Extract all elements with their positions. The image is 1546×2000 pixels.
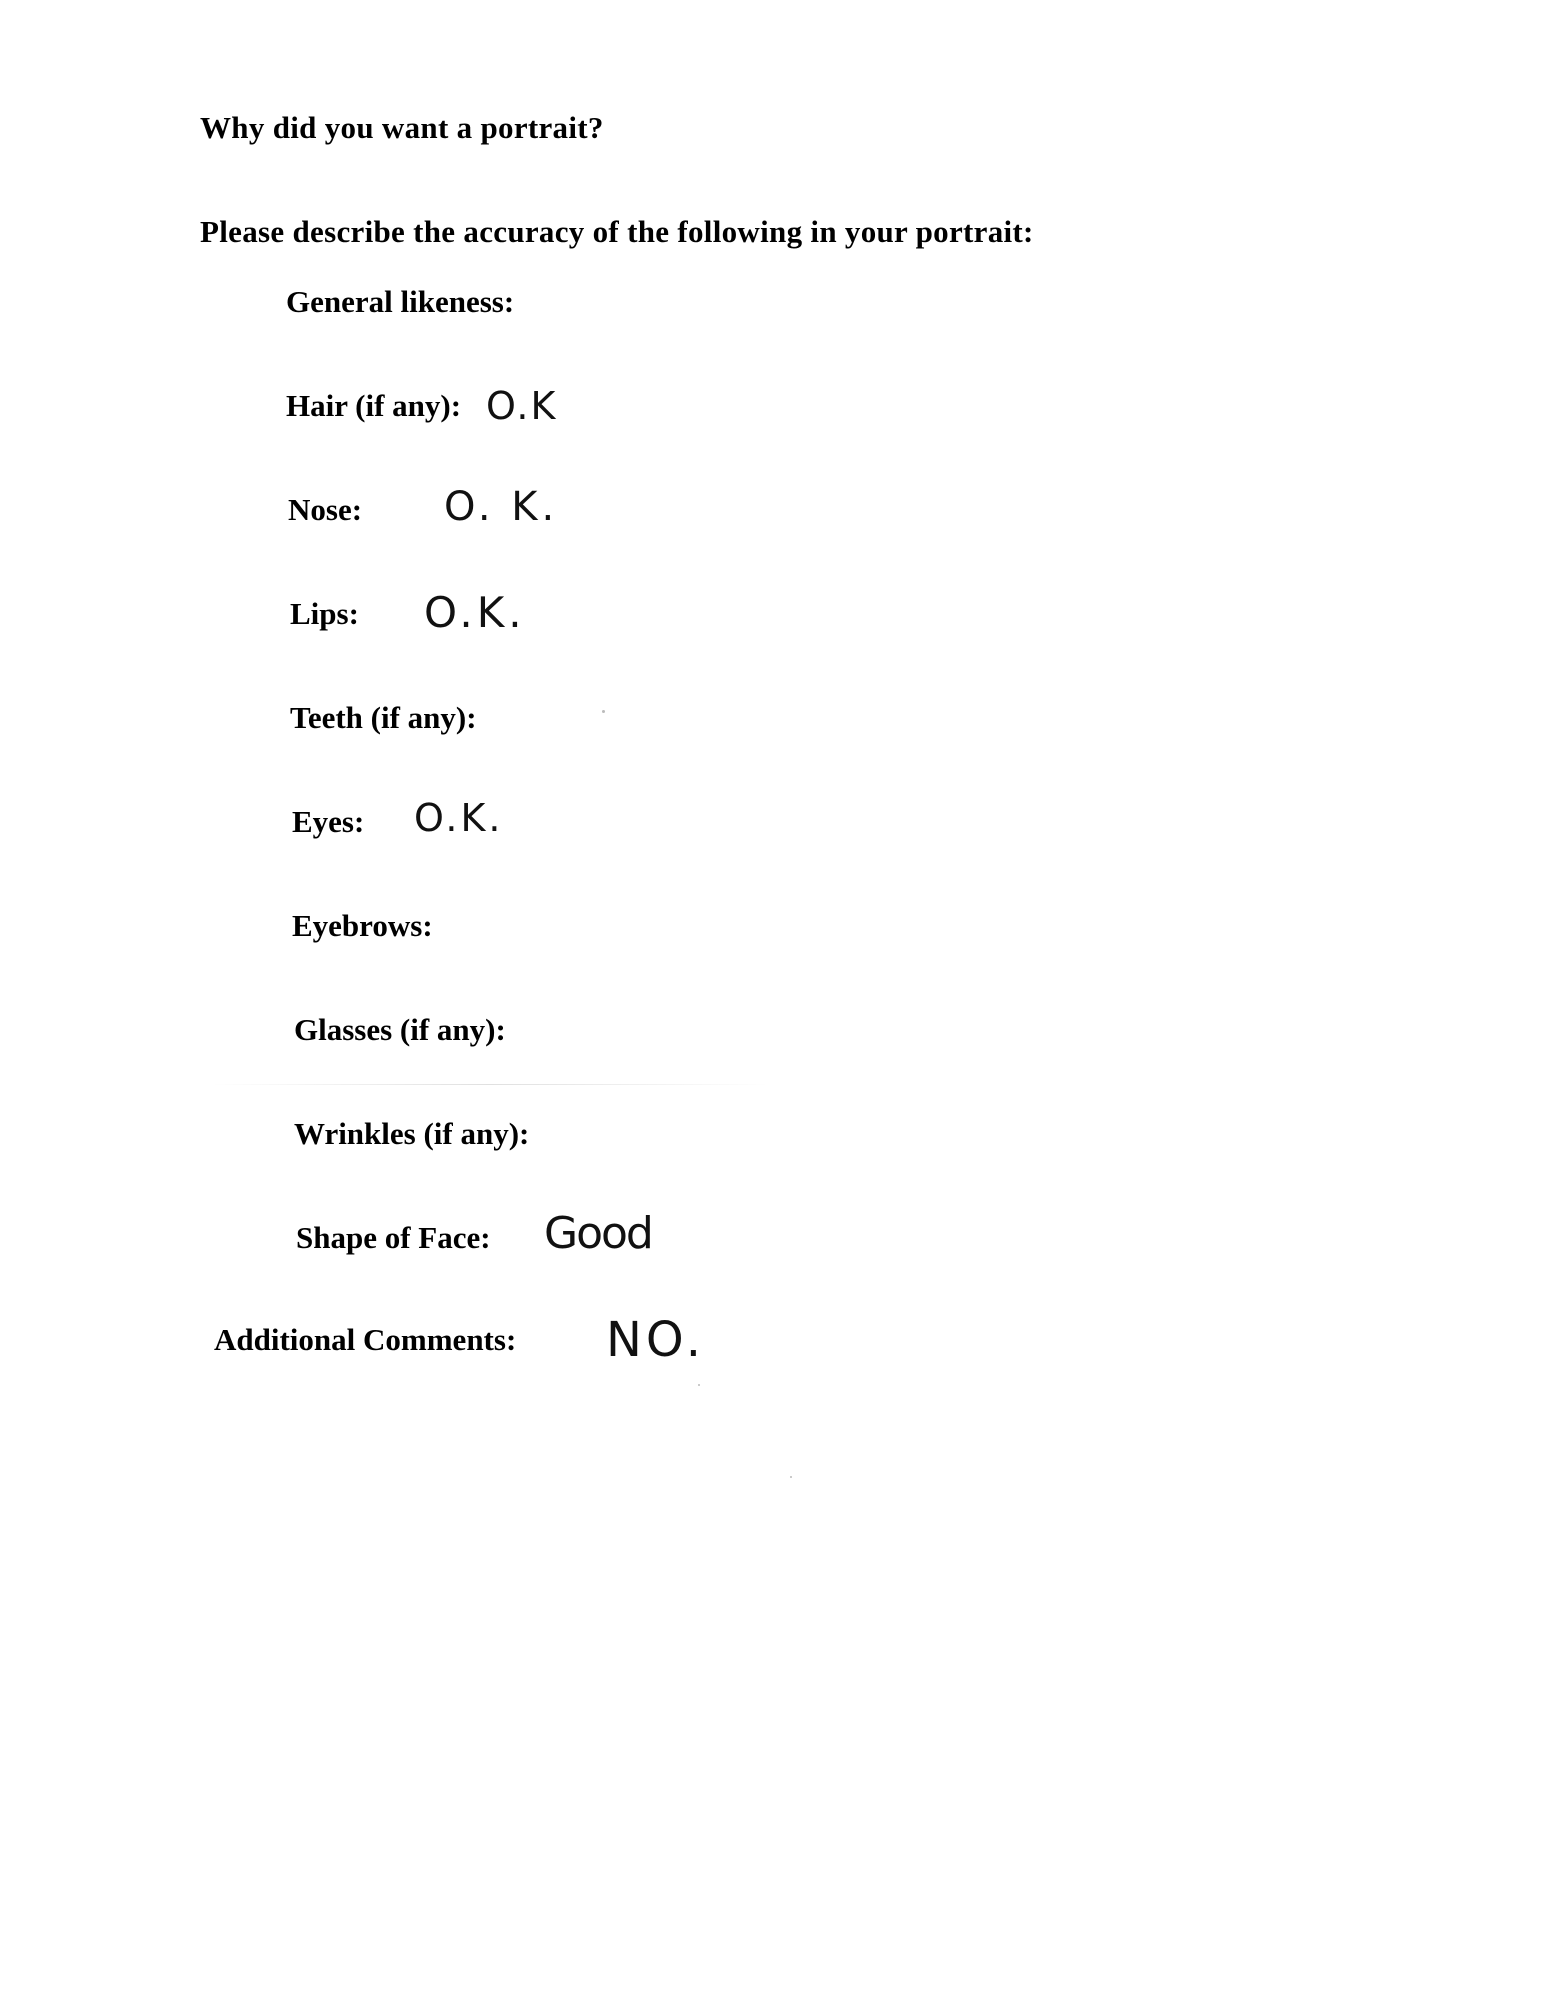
label-general-likeness: General likeness:	[286, 284, 515, 319]
label-glasses: Glasses (if any):	[294, 1012, 506, 1047]
label-nose: Nose:	[288, 492, 363, 527]
label-wrinkles: Wrinkles (if any):	[294, 1116, 530, 1151]
label-lips: Lips:	[290, 596, 359, 631]
question-accuracy: Please describe the accuracy of the following in your portrait:	[200, 214, 1034, 249]
label-eyebrows: Eyebrows:	[292, 908, 433, 943]
scan-speck	[698, 1384, 700, 1386]
question-why-portrait: Why did you want a portrait?	[200, 110, 604, 145]
label-teeth: Teeth (if any):	[290, 700, 477, 735]
label-additional-comments: Additional Comments:	[214, 1322, 517, 1357]
scan-speck	[602, 710, 605, 713]
scan-speck	[790, 1476, 792, 1478]
label-hair: Hair (if any):	[286, 388, 462, 423]
answer-hair: O.K	[486, 384, 558, 428]
answer-additional-comments: NO.	[606, 1312, 705, 1368]
answer-shape-of-face: Good	[544, 1208, 652, 1259]
answer-eyes: O.K.	[414, 796, 504, 840]
answer-lips: O.K.	[424, 588, 526, 637]
label-eyes: Eyes:	[292, 804, 365, 839]
label-shape-of-face: Shape of Face:	[296, 1220, 491, 1255]
scan-artifact-line	[210, 1084, 770, 1085]
answer-nose: O. K.	[444, 484, 559, 530]
